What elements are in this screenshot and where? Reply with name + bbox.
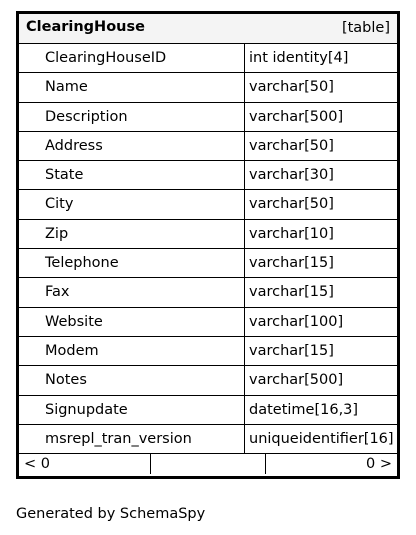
column-type: varchar[50]: [249, 137, 334, 154]
column-type: varchar[15]: [249, 342, 334, 359]
column-row[interactable]: [19, 132, 397, 161]
footer-divider: [265, 454, 266, 474]
children-count[interactable]: 0 >: [366, 456, 392, 473]
column-name: Notes: [19, 366, 245, 394]
column-row[interactable]: [19, 161, 397, 190]
column-row[interactable]: [19, 308, 397, 337]
column-row[interactable]: [19, 190, 397, 219]
column-name: Signupdate: [19, 396, 245, 424]
column-type: varchar[50]: [249, 79, 334, 96]
column-name: msrepl_tran_version: [19, 425, 245, 453]
column-type: varchar[15]: [249, 284, 334, 301]
column-type: datetime[16,3]: [249, 401, 359, 418]
column-type: varchar[500]: [249, 372, 344, 389]
column-name: Description: [19, 103, 245, 131]
entity-kind: [table]: [341, 20, 390, 36]
column-name: City: [19, 190, 245, 218]
column-type: int identity[4]: [249, 50, 349, 66]
column-row[interactable]: [19, 278, 397, 307]
entity-title: ClearingHouse: [26, 19, 145, 35]
column-name: Fax: [19, 278, 245, 306]
column-type: uniqueidentifier[16]: [249, 430, 394, 447]
column-name: State: [19, 161, 245, 189]
column-name: Zip: [19, 220, 245, 248]
column-type: varchar[50]: [249, 196, 334, 213]
column-row[interactable]: [19, 337, 397, 366]
column-list: [19, 44, 397, 454]
column-row[interactable]: [19, 366, 397, 395]
column-type: varchar[500]: [249, 108, 344, 125]
column-row[interactable]: [19, 44, 397, 73]
column-type: varchar[100]: [249, 313, 344, 330]
entity-header: [19, 14, 397, 44]
column-row[interactable]: [19, 249, 397, 278]
column-type: varchar[15]: [249, 255, 334, 272]
parents-count[interactable]: < 0: [24, 456, 50, 473]
generator-credit: Generated by SchemaSpy: [16, 506, 206, 522]
column-name: Modem: [19, 337, 245, 365]
column-row[interactable]: [19, 73, 397, 102]
column-row[interactable]: [19, 396, 397, 425]
column-name: Website: [19, 308, 245, 336]
column-row[interactable]: [19, 103, 397, 132]
column-name: Telephone: [19, 249, 245, 277]
column-type: varchar[10]: [249, 225, 334, 242]
column-row[interactable]: [19, 425, 397, 454]
column-type: varchar[30]: [249, 167, 334, 184]
relationship-footer: [19, 454, 397, 476]
table-entity-clearinghouse[interactable]: [16, 11, 400, 479]
column-name: ClearingHouseID: [19, 44, 245, 72]
footer-divider: [150, 454, 151, 474]
column-name: Name: [19, 73, 245, 101]
column-name: Address: [19, 132, 245, 160]
column-row[interactable]: [19, 220, 397, 249]
